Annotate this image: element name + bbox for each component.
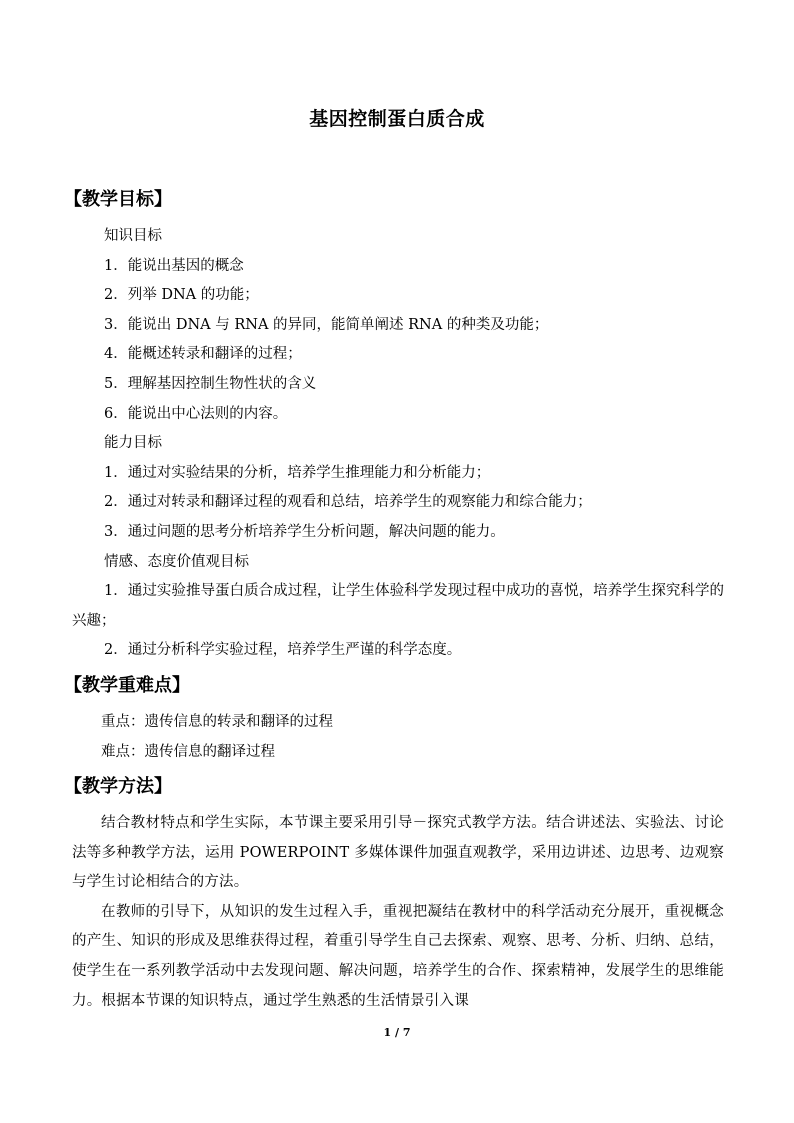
knowledge-item: 5．理解基因控制生物性状的含义 <box>104 375 317 392</box>
knowledge-item: 2．列举 DNA 的功能； <box>104 287 259 304</box>
page-number: 1 / 7 <box>383 1026 411 1039</box>
ability-item: 1．通过对实验结果的分析，培养学生推理能力和分析能力； <box>104 464 491 481</box>
ability-item: 3．通过问题的思考分析培养学生分析问题，解决问题的能力。 <box>104 523 505 540</box>
knowledge-item: 4．能概述转录和翻译的过程； <box>104 346 302 363</box>
methods-paragraph: 在教师的引导下，从知识的发生过程入手，重视把凝结在教材中的科学活动充分展开，重视概念的产生、知识的形成及思维获得过程，着重引导学生自己去探索、观察、思考、分析、归纳、总结，使学生在一系列教学活动中去发现问题、解决问题，培养学生的合作、探索精神，发展学生的思维能力。根据本节课的知识特点，通过学生熟悉的生活情景引入课 <box>72 903 724 1009</box>
attitude-objectives-label: 情感、态度价值观目标 <box>104 553 249 570</box>
section-heading-objectives: 【教学目标】 <box>64 189 172 210</box>
attitude-item: 1．通过实验推导蛋白质合成过程，让学生体验科学发现过程中成功的喜悦，培养学生探究科学的兴趣； <box>72 583 724 629</box>
document-body <box>64 186 724 1016</box>
knowledge-item: 6．能说出中心法则的内容。 <box>104 405 288 422</box>
key-point: 重点：遗传信息的转录和翻译的过程 <box>101 713 333 730</box>
knowledge-item: 1．能说出基因的概念 <box>104 257 244 274</box>
section-heading-key-points: 【教学重难点】 <box>64 674 190 696</box>
methods-paragraph: 结合教材特点和学生实际，本节课主要采用引导－探究式教学方法。结合讲述法、实验法、讨论法等多种教学方法，运用 POWERPOINT 多媒体课件加强直观教学，采用边讲述、边思考、边观察与学生讨论相结合的方法。 <box>72 815 724 891</box>
ability-item: 2．通过对转录和翻译过程的观看和总结，培养学生的观察能力和综合能力； <box>104 494 592 511</box>
section-heading-methods: 【教学方法】 <box>64 776 172 798</box>
knowledge-item: 3．能说出 DNA 与 RNA 的异同，能简单阐述 RNA 的种类及功能； <box>104 316 549 333</box>
attitude-item: 2．通过分析科学实验过程，培养学生严谨的科学态度。 <box>104 642 462 659</box>
knowledge-objectives-label: 知识目标 <box>104 228 162 244</box>
ability-objectives-label: 能力目标 <box>104 435 162 452</box>
document-title: 基因控制蛋白质合成 <box>309 108 485 130</box>
difficult-point: 难点：遗传信息的翻译过程 <box>101 743 275 760</box>
